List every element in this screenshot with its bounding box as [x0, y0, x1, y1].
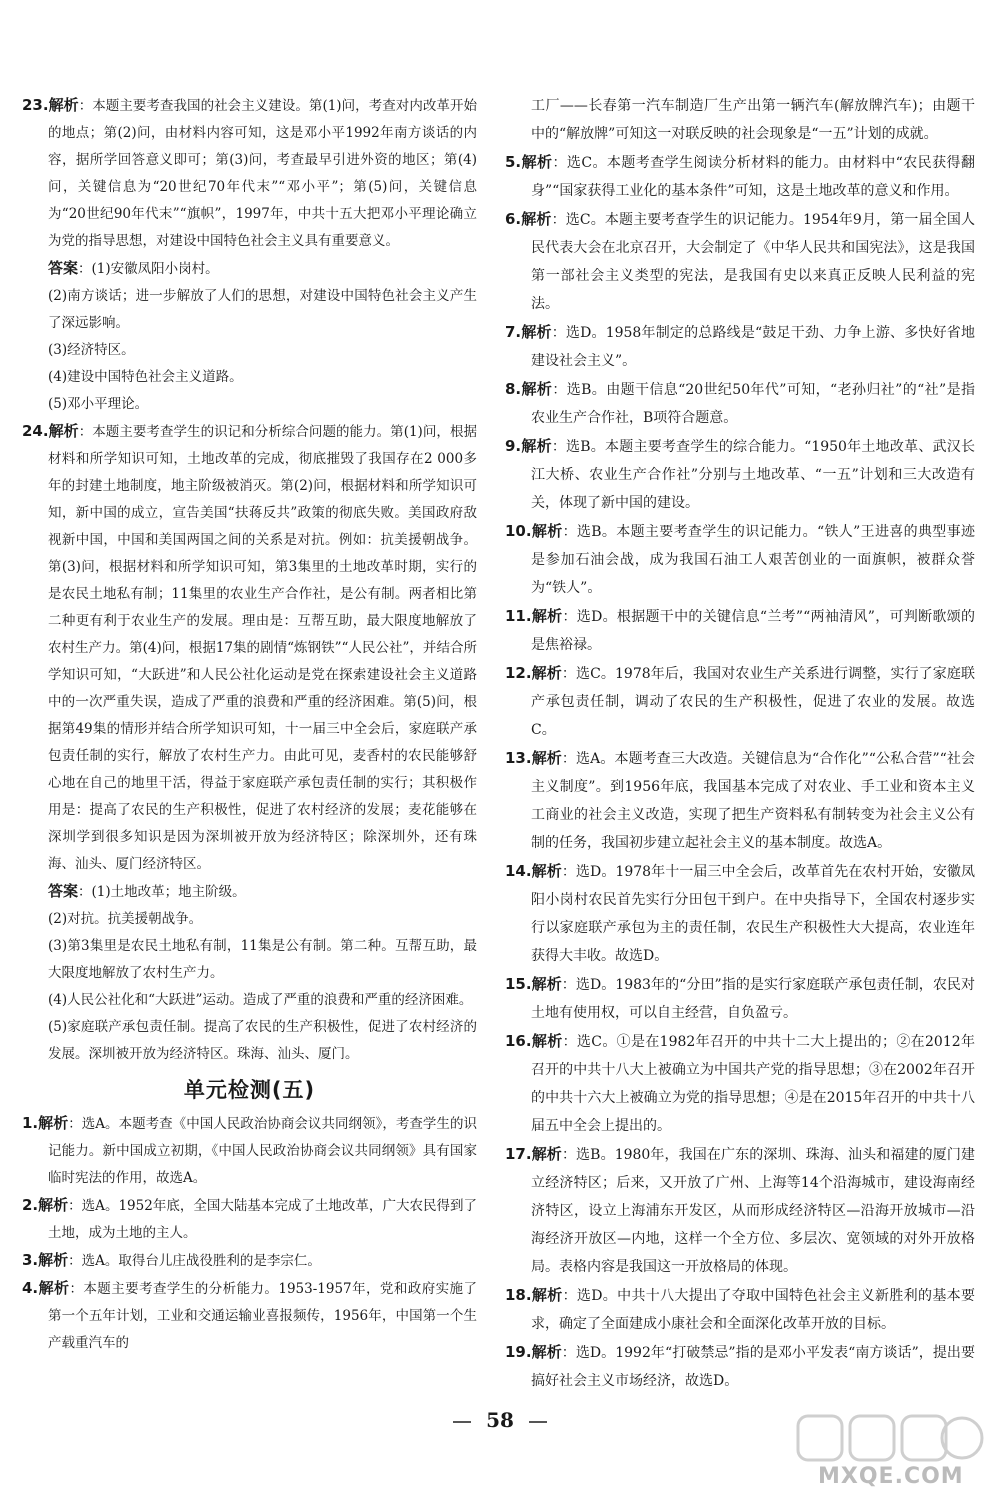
item-text: (5)家庭联产承包责任制。提高了农民的生产积极性，促进了农村经济的发展。深圳被开放为经济特区。珠海、汕头、厦门。: [48, 1019, 477, 1062]
item-number: 8.: [505, 380, 522, 398]
item-number: 17.: [505, 1145, 532, 1163]
answer-item: [22, 1110, 477, 1192]
item-text: ：本题主要考查我国的社会主义建设。第(1)问，考查对内改革开始的地点；第(2)问，由材料内容可知，这是邓小平1992年南方谈话的内容，据所学回答意义即可；第(3)问，考查最早引进外资的地区；第(4)问，关键信息为“20世纪70年代末”“邓小平”；第(5)问，关键信息为“20世纪90年代末”“旗帜”，1997年，中共十五大把邓小平理论确立为党的指导思想，对建设中国特色社会主义具有重要意义。: [48, 98, 477, 249]
item-text: ：选A。本题考查三大改造。关键信息为“合作化”“公私合营”“社会主义制度”。到1956年底，我国基本完成了对农业、手工业和资本主义工商业的社会主义改造，实现了把生产资料私有制转变为社会主义公有制的任务，我国初步建立起社会主义的基本制度。故选A。: [531, 751, 975, 851]
answer-item: [22, 1192, 477, 1247]
item-number: 3.: [22, 1251, 39, 1269]
item-keyword: 解析: [48, 96, 79, 114]
item-keyword: 解析: [38, 1279, 70, 1297]
answer-subline: [22, 933, 477, 987]
answer-subline: [22, 255, 477, 283]
item-text: ：选C。本题主要考查学生的识记能力。1954年9月，第一届全国人民代表大会在北京召开，大会制定了《中华人民共和国宪法》，这是我国第一部社会主义类型的宪法，是我国有史以来真正反映人民利益的宪法。: [531, 212, 975, 312]
item-text: ：选A。取得台儿庄战役胜利的是李宗仁。: [68, 1253, 321, 1269]
answer-subline: [22, 283, 477, 337]
item-number: 1.: [22, 1114, 39, 1132]
answer-subline: [22, 1014, 477, 1068]
item-number: 19.: [505, 1343, 532, 1361]
item-number: 6.: [505, 210, 522, 228]
section-title: 单元检测(五): [183, 1078, 316, 1102]
item-text: ：选C。①是在1982年召开的中共十二大上提出的；②在2012年召开的中共十八大上被确立为中国共产党的指导思想；③在2002年召开的中共十六大上被确立为党的指导思想；④是在2015年召开的中共十八届五中全会上提出的。: [531, 1034, 975, 1134]
item-keyword: 解析: [38, 1196, 69, 1214]
item-text: (5)邓小平理论。: [48, 396, 149, 412]
item-number: 10.: [505, 522, 532, 540]
item-keyword: 解析: [38, 1251, 69, 1269]
item-keyword: 解析: [531, 862, 562, 880]
item-text: (3)第3集里是农民土地私有制，11集是公有制。第二种。互帮互助，最大限度地解放了农村生产力。: [48, 938, 477, 981]
answer-subline: [22, 364, 477, 391]
item-text: (4)建设中国特色社会主义道路。: [48, 369, 243, 385]
item-text: ：本题主要考查学生的识记和分析综合问题的能力。第(1)问，根据材料和所学知识可知，土地改革的完成，彻底摧毁了我国存在2 000多年的封建土地制度，地主阶级被消灭。第(2)问，根据材料和所学知识可知，新中国的成立，宣告美国“扶蒋反共”政策的彻底失败。美国政府敌视新中国，中国和美国两国之间的关系是对抗。例如：抗美援朝战争。第(3)问，根据材料和所学知识可知，第3集里的土地改革时期，实行的是农民土地私有制；11集里的农业生产合作社，是公有制。两者相比第二种更有利于农业生产的发展。理由是：互帮互助，最大限度地解放了农村生产力。第(4)问，根据17集的剧情“炼钢铁”“人民公社”，并结合所学知识可知，“大跃进”和人民公社化运动是党在探索建设社会主义道路中的一次严重失误，造成了严重的浪费和严重的经济困难。第(5)问，根据第49集的情形并结合所学知识可知，十一届三中全会后，家庭联产承包责任制的实行，解放了农村生产力。由此可见，麦香村的农民能够舒心地在自己的地里干活，得益于家庭联产承包责任制的实行；其积极作用是：提高了农民的生产积极性，促进了农村经济的发展；麦花能够在深圳学到很多知识是因为深圳被开放为经济特区；除深圳外，还有珠海、汕头、厦门经济特区。: [48, 424, 477, 872]
item-keyword: 解析: [521, 210, 552, 228]
item-keyword: 解析: [531, 749, 562, 767]
item-text: ：选A。1952年底，全国大陆基本完成了土地改革，广大农民得到了土地，成为土地的主人。: [48, 1198, 477, 1241]
item-text: (4)人民公社化和“大跃进”运动。造成了严重的浪费和严重的经济困难。: [48, 992, 473, 1008]
item-number: 13.: [505, 749, 532, 767]
item-keyword: 解析: [521, 323, 552, 341]
item-text: ：选B。1980年，我国在广东的深圳、珠海、汕头和福建的厦门建立经济特区；后来，又开放了广州、上海等14个沿海城市，建设海南经济特区，设立上海浦东开发区，从而形成经济特区—沿海开放城市—沿海经济开放区—内地，这样一个全方位、多层次、宽领域的对外开放格局。表格内容是我国这一开放格局的体现。: [531, 1147, 975, 1275]
item-text: ：选D。1978年十一届三中全会后，改革首先在农村开始，安徽凤阳小岗村农民首先实行分田包干到户。在中央指导下，全国农村逐步实行以家庭联产承包为主的责任制，农民生产积极性大大提高，农业连年获得大丰收。故选D。: [531, 864, 975, 964]
item-number: 12.: [505, 664, 532, 682]
answer-item: [505, 602, 975, 659]
item-keyword: 解析: [531, 607, 563, 625]
answer-subline: [22, 906, 477, 933]
answer-item: [22, 92, 477, 255]
item-keyword: 解析: [521, 380, 553, 398]
item-text: ：选D。1992年“打破禁忌”指的是邓小平发表“南方谈话”，提出要搞好社会主义市场经济，故选D。: [531, 1345, 975, 1389]
answer-subline: [22, 391, 477, 418]
item-number: 18.: [505, 1286, 532, 1304]
item-number: 23.: [22, 96, 49, 114]
answer-subline: [22, 337, 477, 364]
item-keyword: 解析: [531, 522, 563, 540]
item-keyword: 解析: [531, 1286, 563, 1304]
item-text: ：选D。1983年的“分田”指的是实行家庭联产承包责任制，农民对土地有使用权，可以自主经营，自负盈亏。: [531, 977, 975, 1021]
item-text: (3)经济特区。: [48, 342, 135, 358]
item-text: ：本题主要考查学生的分析能力。1953-1957年，党和政府实施了第一个五年计划，工业和交通运输业喜报频传，1956年，中国第一个生产载重汽车的: [48, 1281, 477, 1351]
answer-item: [505, 205, 975, 318]
answer-item: [505, 432, 975, 517]
answer-item: [505, 517, 975, 602]
item-number: 15.: [505, 975, 532, 993]
item-number: 7.: [505, 323, 522, 341]
answer-item: [22, 1247, 477, 1275]
item-text: ：选D。根据题干中的关键信息“兰考”“两袖清风”，可判断歌颂的是焦裕禄。: [531, 609, 975, 653]
item-keyword: 解析: [38, 1114, 69, 1132]
watermark-logo: [790, 1410, 990, 1490]
item-keyword: 答案: [48, 882, 79, 900]
answer-item: [505, 857, 975, 970]
answer-item: [505, 1338, 975, 1395]
answer-subline: [22, 987, 477, 1014]
answer-item: [505, 375, 975, 432]
answer-item: [505, 148, 975, 205]
item-number: 16.: [505, 1032, 532, 1050]
item-keyword: 答案: [48, 259, 79, 277]
answer-item: [505, 970, 975, 1027]
item-keyword: 解析: [531, 664, 562, 682]
answer-item: [505, 1027, 975, 1140]
item-keyword: 解析: [521, 437, 552, 455]
item-number: 4.: [22, 1279, 39, 1297]
item-keyword: 解析: [531, 975, 562, 993]
item-number: 11.: [505, 607, 532, 625]
watermark-graphic-icon: [790, 1410, 990, 1470]
answer-item: [22, 1275, 477, 1357]
item-number: 9.: [505, 437, 522, 455]
answer-item: [505, 659, 975, 744]
item-keyword: 解析: [531, 1343, 562, 1361]
footer-dash-right: [529, 1421, 547, 1423]
footer-dash-left: [453, 1421, 471, 1423]
item-text: ：选A。本题考查《中国人民政治协商会议共同纲领》，考查学生的识记能力。新中国成立初期，《中国人民政治协商会议共同纲领》具有国家临时宪法的作用，故选A。: [48, 1116, 477, 1186]
answer-item: [505, 1140, 975, 1281]
watermark-text: MXQE.COM: [818, 1464, 964, 1489]
answer-item: [505, 744, 975, 857]
page-number: 58: [486, 1408, 514, 1432]
item-text: ：选D。1958年制定的总路线是“鼓足干劲、力争上游、多快好省地建设社会主义”。: [531, 325, 975, 369]
item-text: ：选B。本题主要考查学生的综合能力。“1950年土地改革、武汉长江大桥、农业生产合作社”分别与土地改革、“一五”计划和三大改造有关，体现了新中国的建设。: [531, 439, 975, 511]
item-keyword: 解析: [521, 153, 553, 171]
item-text: ：选B。由题干信息“20世纪50年代”可知，“老孙归社”的“社”是指农业生产合作社，B项符合题意。: [531, 382, 975, 426]
item-text: (2)南方谈话；进一步解放了人们的思想，对建设中国特色社会主义产生了深远影响。: [48, 288, 477, 331]
item-text: ：(1)安徽凤阳小岗村。: [78, 261, 219, 277]
item-keyword: 解析: [531, 1032, 563, 1050]
item-number: 2.: [22, 1196, 39, 1214]
item-number: 24.: [22, 422, 49, 440]
left-column: [22, 92, 477, 1357]
answer-subline: [22, 878, 477, 906]
item-text: ：选B。本题主要考查学生的识记能力。“铁人”王进喜的典型事迹是参加石油会战，成为我国石油工人艰苦创业的一面旗帜，被群众誉为“铁人”。: [531, 524, 975, 596]
item-text: ：选D。中共十八大提出了夺取中国特色社会主义新胜利的基本要求，确定了全面建成小康社会和全面深化改革开放的目标。: [531, 1288, 975, 1332]
item-number: 5.: [505, 153, 522, 171]
item-number: 14.: [505, 862, 532, 880]
item-text: ：选C。本题考查学生阅读分析材料的能力。由材料中“农民获得翻身”“国家获得工业化的基本条件”可知，这是土地改革的意义和作用。: [531, 155, 975, 199]
item-keyword: 解析: [531, 1145, 562, 1163]
continued-answer-text: 工厂——长春第一汽车制造厂生产出第一辆汽车(解放牌汽车)；由题干中的“解放牌”可知这一对联反映的社会现象是“一五”计划的成就。: [531, 98, 975, 142]
answer-item: [22, 418, 477, 878]
item-keyword: 解析: [48, 422, 79, 440]
answer-item: [505, 318, 975, 375]
right-column: [505, 92, 975, 1395]
answer-item: [505, 1281, 975, 1338]
item-text: ：选C。1978年后，我国对农业生产关系进行调整，实行了家庭联产承包责任制，调动了农民的生产积极性，促进了农业的发展。故选C。: [531, 666, 975, 738]
item-text: ：(1)土地改革；地主阶级。: [78, 884, 246, 900]
item-text: (2)对抗。抗美援朝战争。: [48, 911, 203, 927]
